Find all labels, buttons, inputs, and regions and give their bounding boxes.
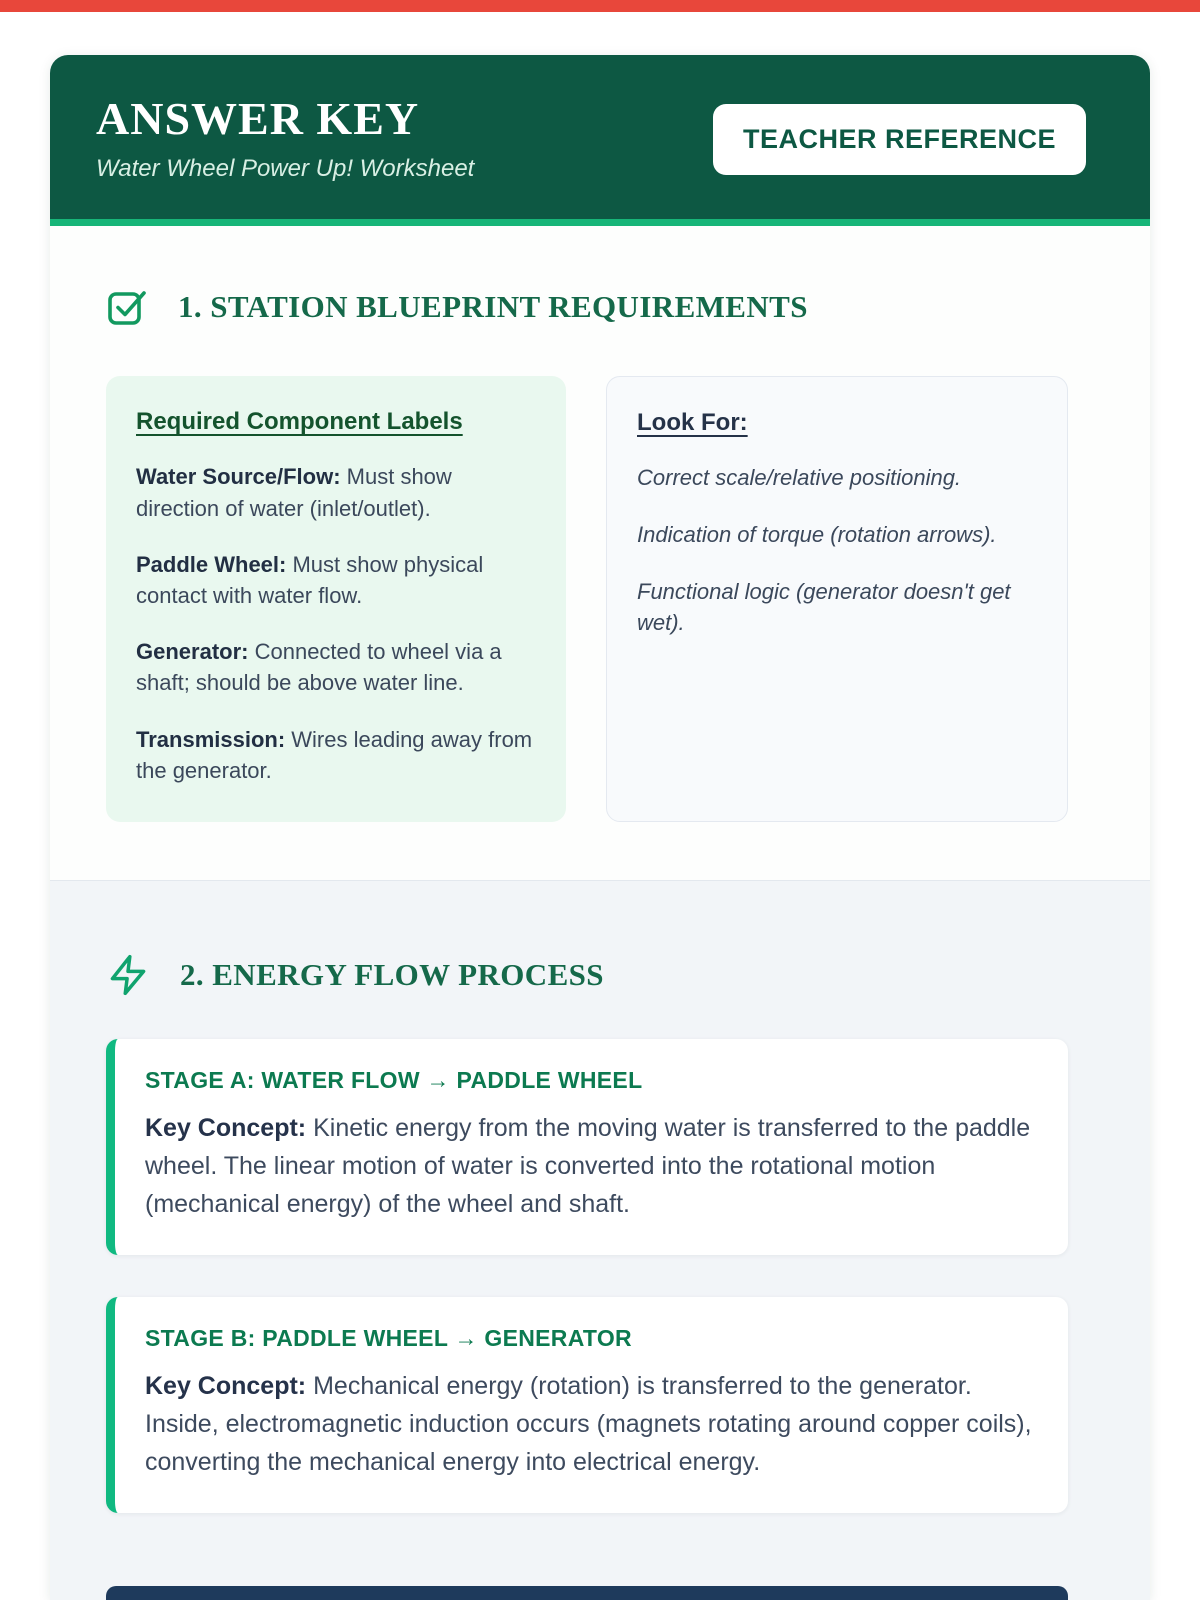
required-component-labels-card [106, 376, 566, 822]
item-desc: Connected to wheel via a shaft; should be above water line. [136, 639, 502, 696]
look-for-item: Functional logic (generator doesn't get wet). [637, 578, 1011, 635]
page-subtitle: Water Wheel Power Up! Worksheet [96, 155, 475, 183]
next-section-bar [106, 1586, 1068, 1600]
item-desc: Wires leading away from the generator. [136, 726, 533, 783]
required-label-item [136, 461, 536, 523]
stage-a-card [106, 1039, 1068, 1255]
section-blueprint-requirements [50, 226, 1150, 880]
item-desc: Must show physical contact with water flow. [136, 551, 484, 608]
item-term: Transmission: [136, 726, 286, 752]
stage-b-card [106, 1297, 1068, 1513]
section-1-heading [106, 286, 1068, 328]
teacher-reference-badge: TEACHER REFERENCE [713, 104, 1086, 175]
look-for-item: Indication of torque (rotation arrows). [637, 522, 997, 548]
key-concept-text: Kinetic energy from the moving water is transferred to the paddle wheel. The linear motion of water is converted into the rotational motion (mechanical energy) of the wheel and shaft. [145, 1114, 1031, 1219]
answer-key-document [50, 55, 1150, 1600]
required-label-item [136, 549, 536, 611]
section-1-title: 1. STATION BLUEPRINT REQUIREMENTS [178, 289, 808, 325]
stage-b-heading: STAGE B: PADDLE WHEEL → GENERATOR [145, 1325, 632, 1352]
stage-a-body [145, 1109, 1032, 1223]
item-term: Generator: [136, 639, 249, 665]
item-term: Water Source/Flow: [136, 464, 341, 490]
stage-b-body [145, 1367, 1032, 1481]
key-concept-label: Key Concept: [145, 1114, 307, 1143]
page-title: ANSWER KEY [96, 93, 420, 144]
look-for-item: Correct scale/relative positioning. [637, 465, 962, 491]
stage-a-heading: STAGE A: WATER FLOW → PADDLE WHEEL [145, 1067, 643, 1094]
section-energy-flow-process [50, 880, 1150, 1600]
section-2-heading [106, 953, 1068, 997]
lightning-bolt-icon [106, 953, 150, 997]
key-concept-text: Mechanical energy (rotation) is transferred to the generator. Inside, electromagnetic induction occurs (magnets rotating around copper coils), converting the mechanical energy into electrical energy. [145, 1372, 1032, 1477]
required-label-item [136, 724, 536, 786]
required-label-item [136, 636, 536, 698]
item-term: Paddle Wheel: [136, 551, 287, 577]
look-for-heading: Look For: [637, 409, 748, 437]
required-labels-heading: Required Component Labels [136, 408, 463, 436]
section-2-title: 2. ENERGY FLOW PROCESS [180, 957, 604, 993]
requirements-cards-row [106, 376, 1068, 822]
checkbox-check-icon [106, 286, 148, 328]
key-concept-label: Key Concept: [145, 1372, 307, 1401]
document-header [50, 55, 1150, 226]
look-for-card [606, 376, 1068, 822]
header-text-block [96, 95, 474, 183]
top-accent-bar [0, 0, 1200, 12]
item-desc: Must show direction of water (inlet/outlet). [136, 464, 452, 521]
